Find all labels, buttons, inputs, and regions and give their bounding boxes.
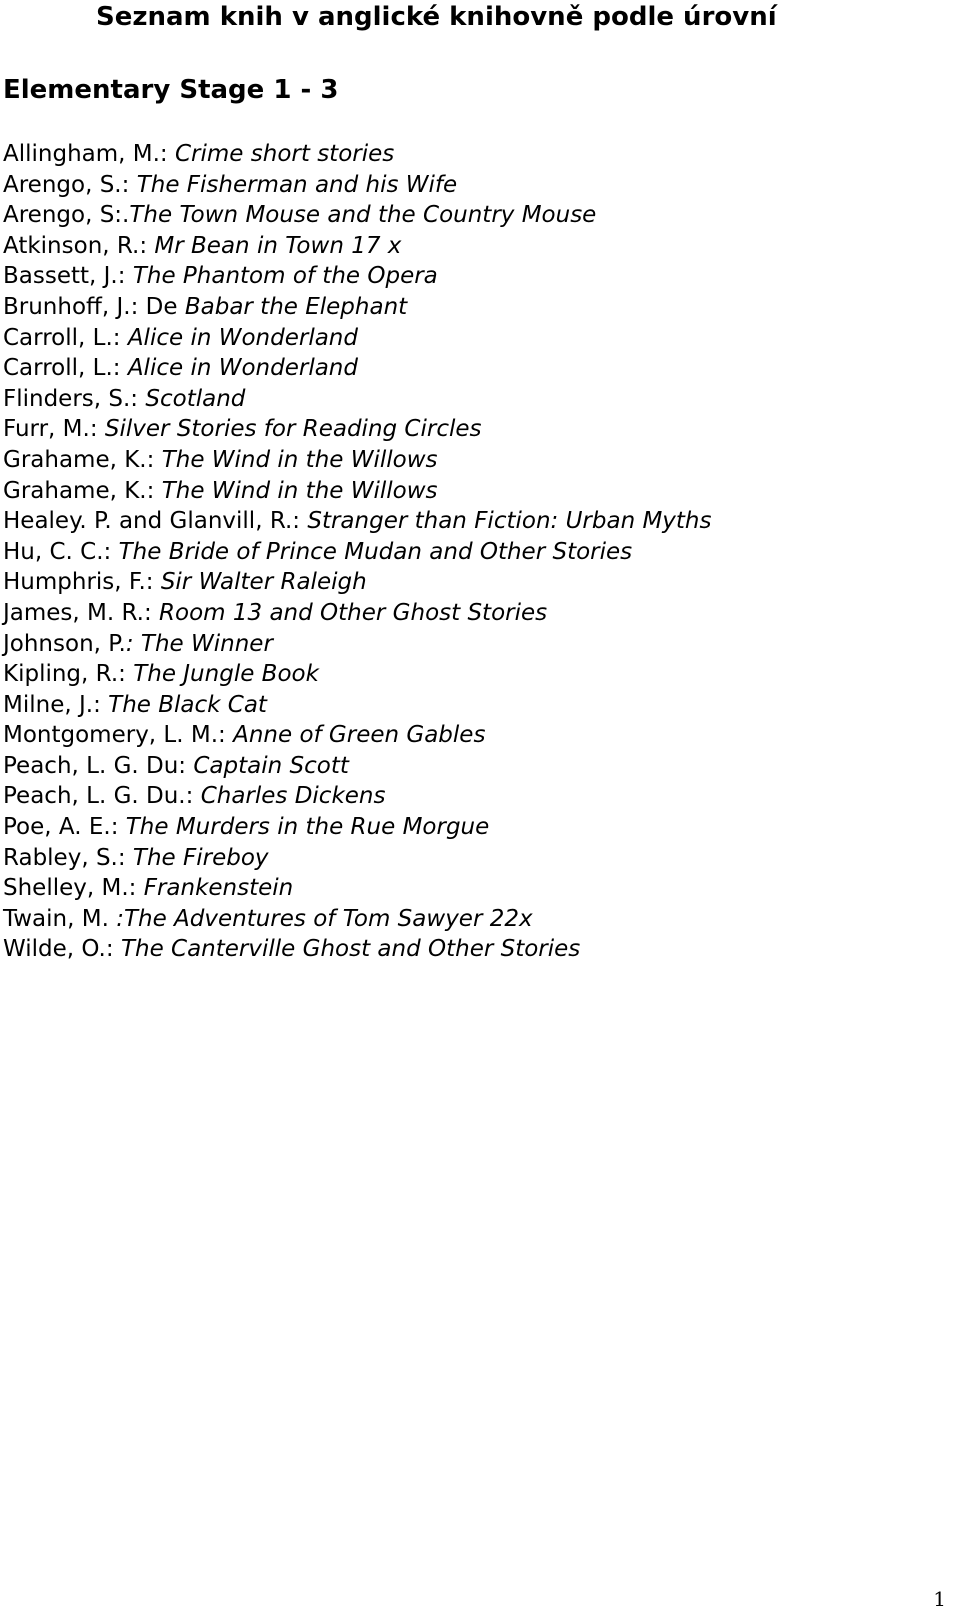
book-entry: [3, 567, 712, 598]
book-author: Brunhoff, J.: De: [3, 293, 185, 320]
book-author: Rabley, S.:: [3, 844, 133, 871]
book-author: Healey. P. and Glanvill, R.:: [3, 508, 308, 535]
book-title: Mr Bean in Town 17 x: [154, 232, 402, 259]
book-title: The Bride of Prince Mudan and Other Stories: [118, 538, 633, 565]
page-title: Seznam knih v anglické knihovně podle úrovní: [96, 2, 777, 32]
book-author: Atkinson, R.:: [3, 232, 155, 259]
book-author: Carroll, L.:: [3, 355, 128, 382]
book-entry: [3, 445, 712, 476]
book-entry: [3, 414, 712, 445]
book-title: The Fisherman and his Wife: [136, 171, 458, 198]
book-author: Kipling, R.:: [3, 661, 134, 688]
book-title: Alice in Wonderland: [127, 355, 358, 382]
book-title: The Canterville Ghost and Other Stories: [120, 936, 581, 963]
book-author: Shelley, M.:: [3, 875, 144, 902]
book-author: Allingham, M.:: [3, 141, 175, 167]
book-author: Flinders, S.:: [3, 385, 146, 412]
book-title: Captain Scott: [193, 752, 349, 779]
book-entry: [3, 506, 712, 537]
book-title: The Town Mouse and the Country Mouse: [129, 202, 597, 229]
book-entry: [3, 751, 712, 782]
book-entry: [3, 781, 712, 812]
book-title: Room 13 and Other Ghost Stories: [159, 599, 548, 626]
book-entry: [3, 261, 712, 292]
book-author: Twain, M.: [3, 905, 117, 932]
book-entry: [3, 170, 712, 201]
book-author: Carroll, L.:: [3, 324, 128, 351]
book-entry: [3, 139, 712, 170]
book-title: Frankenstein: [143, 875, 294, 902]
book-author: Milne, J.:: [3, 691, 109, 718]
book-title: The Black Cat: [108, 691, 267, 718]
book-author: Grahame, K.:: [3, 477, 162, 504]
book-entry: [3, 659, 712, 690]
book-title: The Murders in the Rue Morgue: [125, 814, 490, 841]
book-entry: [3, 873, 712, 904]
book-title: Crime short stories: [175, 141, 395, 167]
book-title: Scotland: [145, 385, 246, 412]
book-author: James, M. R.:: [3, 599, 160, 626]
book-author: Arengo, S:.: [3, 202, 130, 229]
book-entry: [3, 200, 712, 231]
book-list: [3, 139, 712, 965]
book-title: Sir Walter Raleigh: [160, 569, 367, 596]
book-title: :The Adventures of Tom Sawyer 22x: [116, 905, 533, 932]
book-title: : The Winner: [125, 630, 273, 657]
book-entry: [3, 904, 712, 935]
book-author: Johnson, P.: [3, 630, 126, 657]
book-title: The Phantom of the Opera: [132, 263, 438, 290]
book-entry: [3, 476, 712, 507]
book-author: Grahame, K.:: [3, 446, 162, 473]
book-entry: [3, 934, 712, 965]
book-author: Poe, A. E.:: [3, 814, 126, 841]
book-title: The Wind in the Willows: [161, 446, 438, 473]
book-entry: [3, 629, 712, 660]
book-title: Stranger than Fiction: Urban Myths: [307, 508, 712, 535]
book-title: The Wind in the Willows: [161, 477, 438, 504]
book-author: Hu, C. C.:: [3, 538, 119, 565]
book-title: Babar the Elephant: [184, 293, 408, 320]
book-title: Silver Stories for Reading Circles: [104, 416, 482, 443]
book-entry: [3, 231, 712, 262]
book-entry: [3, 690, 712, 721]
book-entry: [3, 598, 712, 629]
book-author: Peach, L. G. Du.:: [3, 783, 201, 810]
book-entry: [3, 537, 712, 568]
book-author: Montgomery, L. M.:: [3, 722, 234, 749]
book-entry: [3, 292, 712, 323]
page-number: 1: [933, 1587, 946, 1611]
book-author: Peach, L. G. Du:: [3, 752, 194, 779]
book-author: Furr, M.:: [3, 416, 105, 443]
book-author: Bassett, J.:: [3, 263, 133, 290]
book-title: The Jungle Book: [133, 661, 319, 688]
book-author: Wilde, O.:: [3, 936, 121, 963]
book-author: Humphris, F.:: [3, 569, 161, 596]
book-title: Charles Dickens: [200, 783, 386, 810]
book-entry: [3, 843, 712, 874]
book-entry: [3, 384, 712, 415]
book-entry: [3, 323, 712, 354]
book-title: Alice in Wonderland: [127, 324, 358, 351]
book-title: The Fireboy: [132, 844, 269, 871]
book-title: Anne of Green Gables: [233, 722, 486, 749]
book-entry: [3, 720, 712, 751]
book-entry: [3, 812, 712, 843]
book-author: Arengo, S.:: [3, 171, 137, 198]
section-heading: Elementary Stage 1 - 3: [3, 75, 339, 105]
book-entry: [3, 353, 712, 384]
